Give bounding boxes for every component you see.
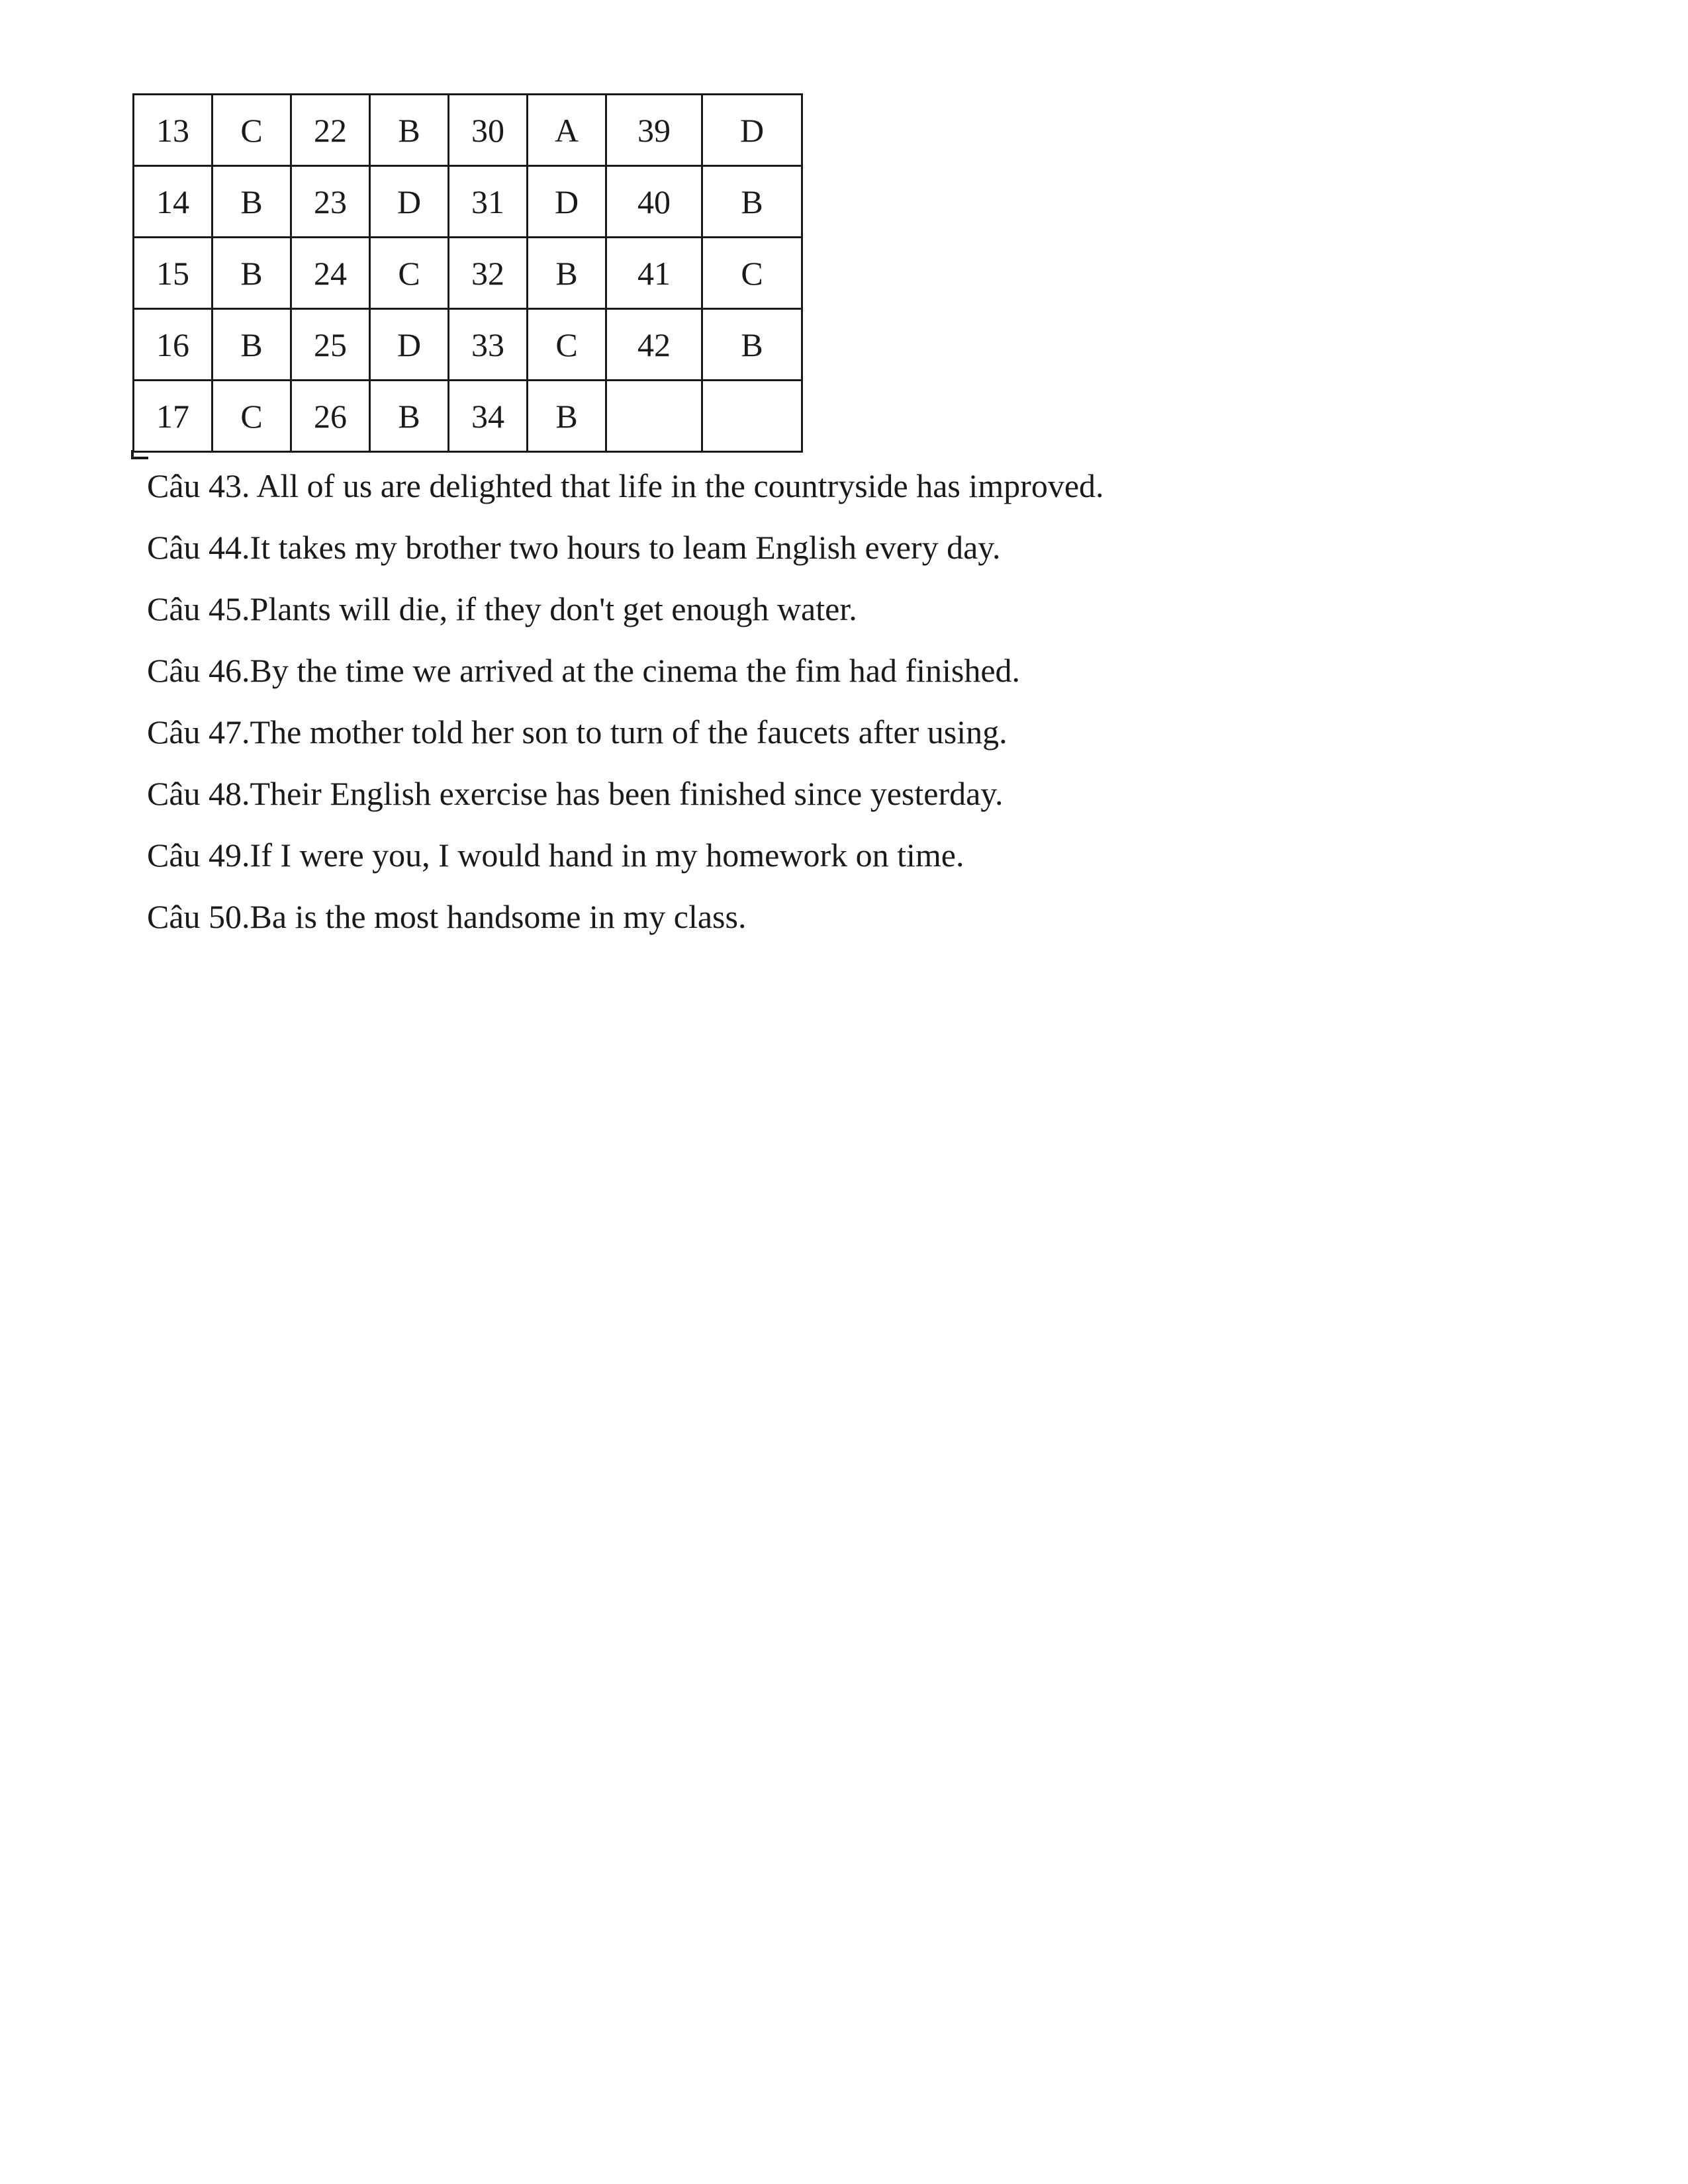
answer-letter-cell: B <box>212 238 291 309</box>
question-number-cell: 16 <box>134 309 212 381</box>
answer-letter-cell: D <box>702 95 802 166</box>
answer-letter-cell: A <box>528 95 606 166</box>
table-row <box>134 309 802 381</box>
answer-line-46: Câu 46.By the time we arrived at the cinema the fim had finished. <box>147 652 1021 689</box>
question-number-cell: 13 <box>134 95 212 166</box>
table-row <box>134 95 802 166</box>
question-number-cell: 23 <box>291 166 370 238</box>
answer-line-49: Câu 49.If I were you, I would hand in my homework on time. <box>147 837 964 874</box>
answer-line-43: Câu 43. All of us are delighted that life in the countryside has improved. <box>147 467 1104 504</box>
answer-line-47: Câu 47.The mother told her son to turn of the faucets after using. <box>147 713 1008 751</box>
question-number-cell: 41 <box>606 238 702 309</box>
answer-letter-cell: C <box>212 95 291 166</box>
answer-key-table <box>132 93 803 453</box>
question-number-cell: 34 <box>449 381 528 452</box>
answer-line-45: Câu 45.Plants will die, if they don't get enough water. <box>147 590 857 627</box>
question-number-cell: 33 <box>449 309 528 381</box>
answer-letter-cell: B <box>212 309 291 381</box>
answer-line-48: Câu 48.Their English exercise has been finished since yesterday. <box>147 775 1004 812</box>
answer-letter-cell: B <box>370 95 449 166</box>
answer-letter-cell: D <box>528 166 606 238</box>
answer-letter-cell: B <box>702 166 802 238</box>
answer-letter-cell: C <box>528 309 606 381</box>
question-number-cell: 40 <box>606 166 702 238</box>
answer-letter-cell: C <box>370 238 449 309</box>
question-number-cell: 26 <box>291 381 370 452</box>
answer-letter-cell: D <box>370 166 449 238</box>
question-number-cell: 30 <box>449 95 528 166</box>
table-row <box>134 238 802 309</box>
answer-letter-cell: C <box>212 381 291 452</box>
question-number-cell: 42 <box>606 309 702 381</box>
answer-letter-cell: B <box>370 381 449 452</box>
answer-letter-cell: D <box>370 309 449 381</box>
answer-letter-cell: C <box>702 238 802 309</box>
question-number-cell <box>606 381 702 452</box>
question-number-cell: 39 <box>606 95 702 166</box>
answer-letter-cell <box>702 381 802 452</box>
table-row <box>134 166 802 238</box>
table-corner-mark <box>131 450 148 459</box>
answer-letter-cell: B <box>528 381 606 452</box>
question-number-cell: 31 <box>449 166 528 238</box>
written-answers-list <box>147 463 1104 956</box>
answer-line-50: Câu 50.Ba is the most handsome in my class. <box>147 898 747 935</box>
answer-letter-cell: B <box>528 238 606 309</box>
question-number-cell: 24 <box>291 238 370 309</box>
question-number-cell: 22 <box>291 95 370 166</box>
question-number-cell: 17 <box>134 381 212 452</box>
question-number-cell: 25 <box>291 309 370 381</box>
question-number-cell: 32 <box>449 238 528 309</box>
answer-letter-cell: B <box>212 166 291 238</box>
question-number-cell: 14 <box>134 166 212 238</box>
answer-line-44: Câu 44.It takes my brother two hours to leam English every day. <box>147 529 1001 566</box>
question-number-cell: 15 <box>134 238 212 309</box>
table-row <box>134 381 802 452</box>
answer-letter-cell: B <box>702 309 802 381</box>
